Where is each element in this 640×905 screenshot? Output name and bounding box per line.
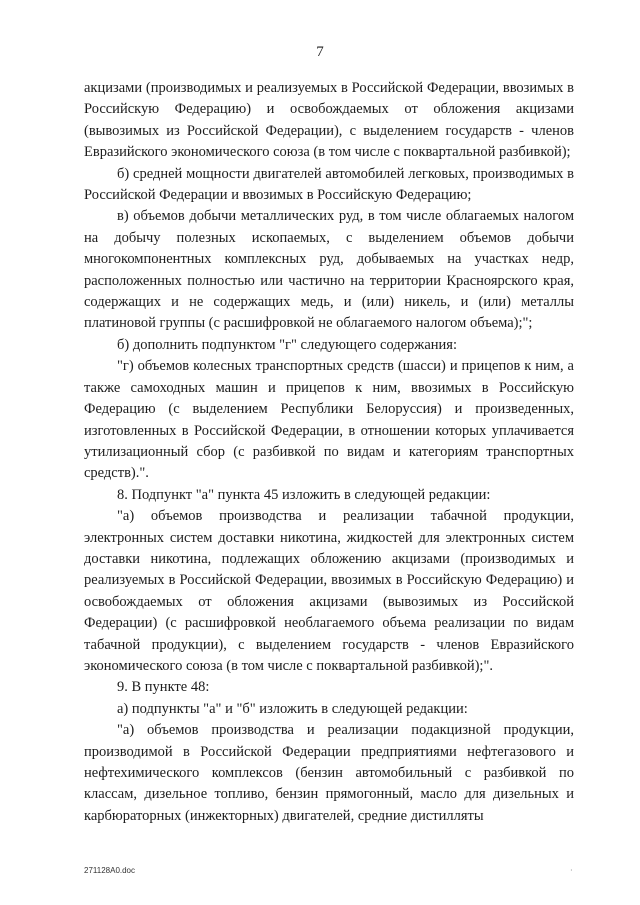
paragraph-4: б) дополнить подпунктом "г" следующего содержания: [117,336,457,353]
footer-filename: 271128A0.doc [84,866,136,875]
paragraph-7: "а) объемов производства и реализации табачной продукции, электронных систем доставки никотина, жидкостей для электронных систем доставки никотина, подлежащих обложению акцизами (производимых и реализуемых в Российской Федерации, ввозимых в Российскую Федерацию) и освобождаемых от обложения акцизами (вывозимых из Российской Федерации) (с расшифровкой необлагаемого объема реализации по видам табачной продукции), с выделением государств - членов Евразийского экономического союза (в том числе с поквартальной разбивкой);". [84,508,574,674]
paragraph-5: "г) объемов колесных транспортных средств (шасси) и прицепов к ним, а также самоходных машин и прицепов к ним, ввозимых в Российскую Федерацию (с выделением Республики Белоруссия) и произведенных, изготовленных в Российской Федерации, в отношении которых уплачивается утилизационный сбор (с разбивкой по видам и категориям транспортных средств).". [84,358,574,482]
paragraph-8: 9. В пункте 48: [117,679,210,696]
paragraph-10: "а) объемов производства и реализации подакцизной продукции, производимой в Российской Федерации предприятиями нефтегазового и нефтехимического комплексов (бензин автомобильный с разбивкой по классам, дизельное топливо, бензин прямогонный, масло для дизельных и карбюраторных (инжекторных) двигателей, средние дистилляты [84,722,574,824]
paragraph-3: в) объемов добычи металлических руд, в том числе облагаемых налогом на добычу полезных ископаемых, с выделением объемов добычи многокомпонентных комплексных руд, добываемых на участках недр, расположенных полностью или частично на территории Красноярского края, содержащих и не содержащих медь, и (или) никель, и (или) металлы платиновой группы (с расшифровкой не облагаемого налогом объема);"; [84,208,574,332]
paragraph-2: б) средней мощности двигателей автомобилей легковых, производимых в Российской Федерации и ввозимых в Российскую Федерацию; [84,165,574,204]
document-body [84,78,574,827]
paragraph-6: 8. Подпункт "а" пункта 45 изложить в следующей редакции: [117,486,491,503]
paragraph-9: а) подпункты "а" и "б" изложить в следующей редакции: [117,700,468,717]
page-number: 7 [316,44,324,60]
paragraph-1: акцизами (производимых и реализуемых в Российской Федерации, ввозимых в Российскую Федерацию) и освобождаемых от обложения акцизами (вывозимых из Российской Федерации), с выделением государств - членов Евразийского экономического союза (в том числе с поквартальной разбивкой); [84,80,574,161]
footer-mark: · [570,866,573,875]
